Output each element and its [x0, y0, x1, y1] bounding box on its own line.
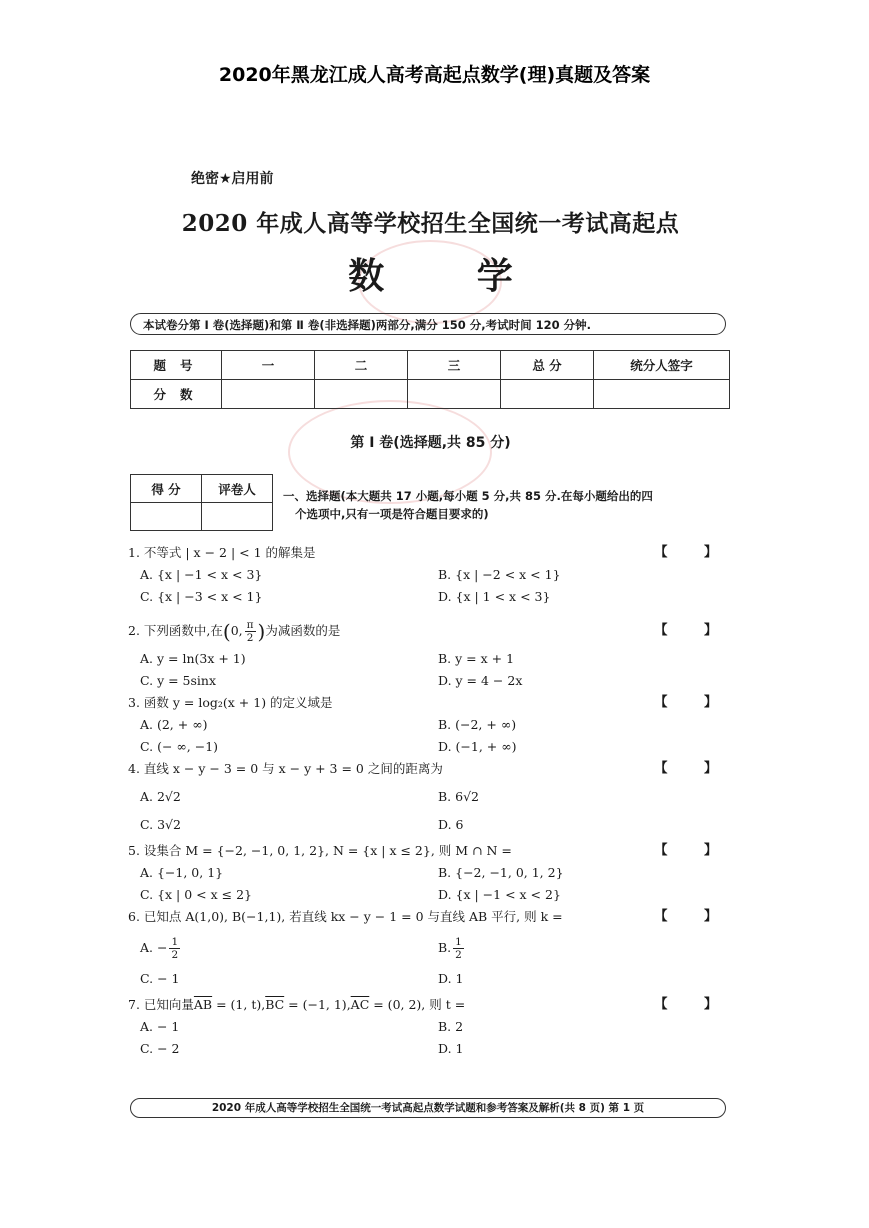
numerator: 1 [171, 936, 179, 948]
question-stem [128, 614, 733, 648]
subject-title: 数 学 [348, 256, 553, 297]
option-d: D. {x | 1 < x < 3} [438, 589, 551, 604]
option-b-prefix: B. [438, 940, 452, 955]
stem-text: = (−1, 1), [284, 997, 351, 1012]
option-c: C. y = 5sinx [140, 673, 217, 688]
option-c: C. − 1 [140, 971, 180, 986]
score-table-header-row [131, 351, 730, 380]
exam-notice: 本试卷分第 Ⅰ 卷(选择题)和第 Ⅱ 卷(非选择题)两部分,满分 150 分,考试时间 120 分钟. [130, 313, 726, 335]
question-stem: 4. 直线 x − y − 3 = 0 与 x − y + 3 = 0 之间的距离为 [128, 761, 443, 776]
numerator: π [246, 619, 254, 631]
option-c: C. {x | 0 < x ≤ 2} [140, 887, 252, 902]
option-c: C. 3√2 [140, 817, 181, 832]
question-stem: 3. 函数 y = log₂(x + 1) 的定义域是 [128, 695, 333, 710]
denominator: 2 [171, 949, 179, 961]
option-a: A. 2√2 [140, 789, 181, 804]
vector-bc: $\overline{BC}$ [265, 997, 285, 1012]
column-header: 一 [222, 351, 315, 380]
option-b: B. (−2, + ∞) [438, 717, 517, 732]
grader-score-cell [131, 503, 202, 531]
denominator: 2 [455, 949, 462, 961]
question-7 [128, 994, 733, 1060]
exam-title: 2020 年成人高等学校招生全国统一考试高起点 [181, 210, 680, 237]
secret-label: 绝密★启用前 [191, 171, 274, 187]
option-c: C. {x | −3 < x < 1} [140, 589, 263, 604]
stem-text: 为减函数的是 [265, 623, 341, 638]
answer-bracket: 【 】 [654, 545, 733, 560]
option-d: D. 6 [438, 817, 464, 832]
column-header: 总 分 [501, 351, 594, 380]
option-a: A. {x | −1 < x < 3} [140, 567, 263, 582]
question-5 [128, 840, 733, 906]
score-label-cell: 分数 [131, 380, 222, 409]
grader-name-cell [202, 503, 273, 531]
stem-text: 7. 已知向量 [128, 997, 194, 1012]
column-header: 二 [315, 351, 408, 380]
question-6 [128, 906, 733, 990]
option-b: B. 6√2 [438, 789, 480, 804]
option-a: A. − 1 [140, 1019, 180, 1034]
answer-bracket: 【 】 [654, 623, 733, 638]
score-cell [594, 380, 730, 409]
stem-text: = (1, t), [212, 997, 266, 1012]
page-footer: 2020 年成人高等学校招生全国统一考试高起点数学试题和参考答案及解析(共 8 页) 第 1 页 [130, 1098, 726, 1118]
option-a-prefix: A. − [140, 940, 168, 955]
question-stem: 5. 设集合 M = {−2, −1, 0, 1, 2}, N = {x | x ≤ 2}, 则 M ∩ N = [128, 843, 512, 858]
vector-ab: $\overline{AB}$ [193, 997, 213, 1012]
score-cell [315, 380, 408, 409]
answer-bracket: 【 】 [654, 761, 733, 776]
option-d: D. 1 [438, 1041, 464, 1056]
fraction [245, 619, 256, 644]
option-b [426, 928, 724, 968]
answer-bracket: 【 】 [654, 909, 733, 924]
score-cell [501, 380, 594, 409]
numerator: 1 [455, 936, 462, 948]
fraction [169, 936, 180, 961]
question-4 [128, 758, 733, 836]
score-table [130, 350, 730, 409]
option-b: B. 2 [438, 1019, 464, 1034]
option-b: B. {−2, −1, 0, 1, 2} [438, 865, 564, 880]
answer-bracket: 【 】 [654, 997, 733, 1012]
grader-box [130, 474, 273, 531]
interval-start: 0, [230, 623, 243, 638]
question-stem [128, 994, 733, 1016]
answer-bracket: 【 】 [654, 695, 733, 710]
grader-score-label: 得 分 [131, 475, 202, 503]
row-header-cell: 题号 [131, 351, 222, 380]
question-stem: 6. 已知点 A(1,0), B(−1,1), 若直线 kx − y − 1 = 0 与直线 AB 平行, 则 k = [128, 909, 563, 924]
option-d: D. (−1, + ∞) [438, 739, 517, 754]
question-list [128, 542, 733, 1060]
document-title: 2020年黑龙江成人高考高起点数学(理)真题及答案 [218, 64, 651, 86]
section-heading-line1: 一、选择题(本大题共 17 小题,每小题 5 分,共 85 分.在每小题给出的四 [283, 489, 653, 503]
question-2 [128, 614, 733, 692]
option-c: C. − 2 [140, 1041, 180, 1056]
question-3 [128, 692, 733, 758]
fraction [453, 936, 464, 961]
volume-title: 第 Ⅰ 卷(选择题,共 85 分) [350, 435, 511, 451]
question-stem: 1. 不等式 | x − 2 | < 1 的解集是 [128, 545, 316, 560]
column-header: 三 [408, 351, 501, 380]
exam-paper-scan [128, 160, 733, 1120]
option-a: A. (2, + ∞) [140, 717, 208, 732]
stem-text: 2. 下列函数中,在 [128, 623, 223, 638]
option-b: B. {x | −2 < x < 1} [438, 567, 561, 582]
option-a: A. y = ln(3x + 1) [140, 651, 246, 666]
option-d: D. 1 [438, 971, 464, 986]
question-1 [128, 542, 733, 608]
column-header: 统分人签字 [594, 351, 730, 380]
option-d: D. y = 4 − 2x [438, 673, 523, 688]
score-cell [408, 380, 501, 409]
option-a: A. {−1, 0, 1} [140, 865, 224, 880]
stem-text: = (0, 2), 则 t = [369, 997, 466, 1012]
option-d: D. {x | −1 < x < 2} [438, 887, 561, 902]
section-heading-line2: 个选项中,只有一项是符合题目要求的) [295, 507, 489, 521]
option-a [128, 928, 426, 968]
vector-ac: $\overline{AC}$ [350, 997, 370, 1012]
grader-name-label: 评卷人 [202, 475, 273, 503]
section-heading [283, 487, 728, 523]
denominator: 2 [246, 632, 254, 644]
open-paren: ( [222, 619, 231, 644]
score-cell [222, 380, 315, 409]
option-c: C. (− ∞, −1) [140, 739, 219, 754]
option-b: B. y = x + 1 [438, 651, 515, 666]
answer-bracket: 【 】 [654, 843, 733, 858]
close-paren: ) [257, 619, 266, 644]
score-table-score-row [131, 380, 730, 409]
